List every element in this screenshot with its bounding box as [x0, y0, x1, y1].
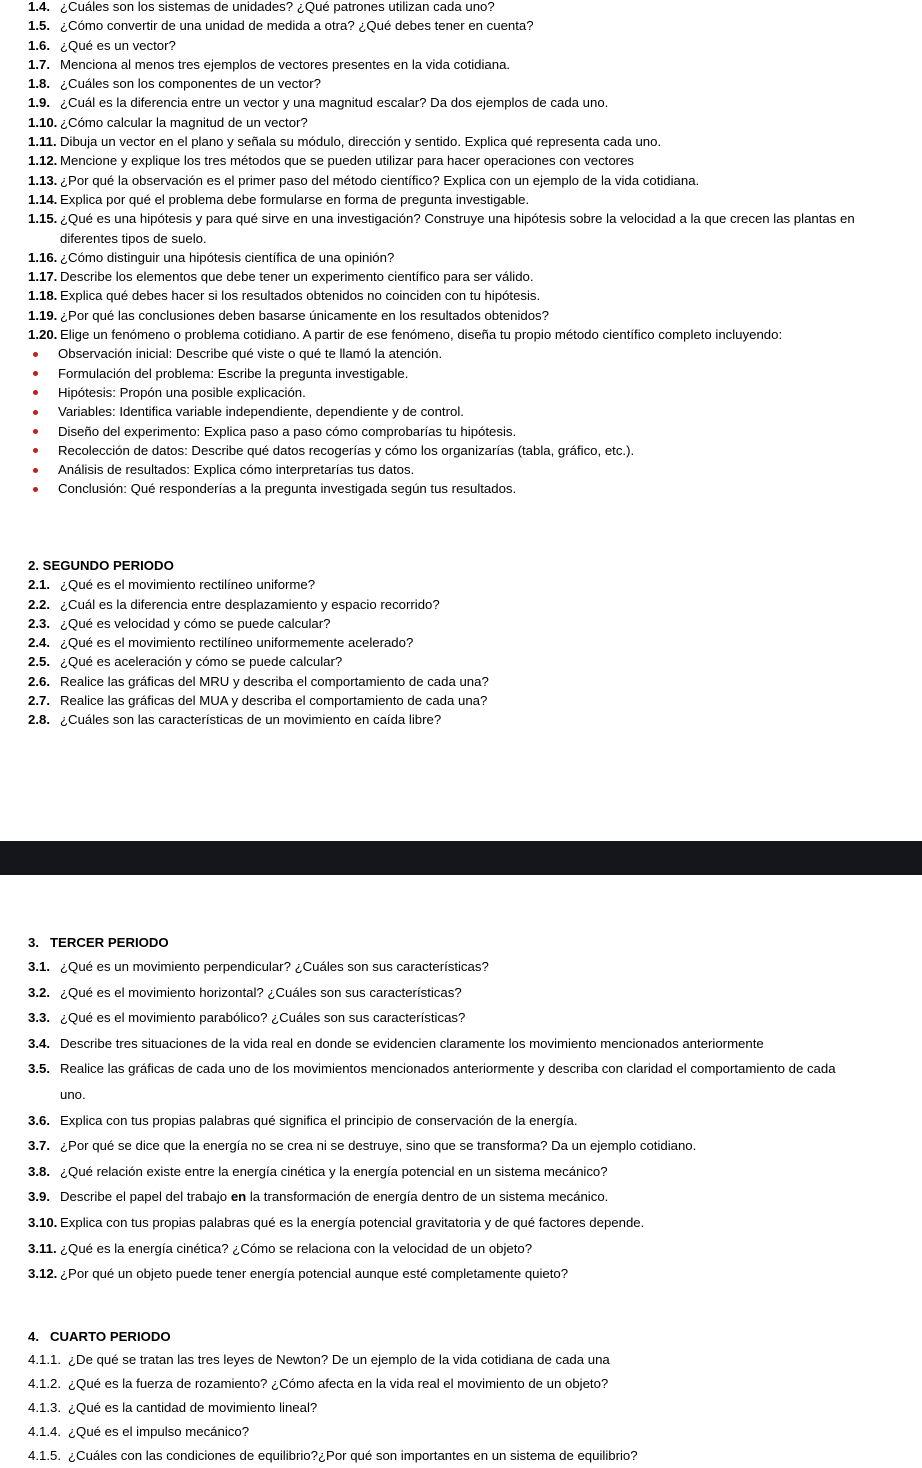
question-row — [0, 286, 922, 305]
question-number: 1.20. — [28, 327, 58, 343]
question-row — [0, 1031, 922, 1057]
question-text: ¿Cuál es la diferencia entre desplazamiento y espacio recorrido? — [60, 596, 440, 612]
question-number: 3.11. — [28, 1240, 57, 1256]
question-text: ¿Qué es un vector? — [60, 37, 176, 53]
second-period-section — [0, 556, 922, 730]
question-row — [0, 74, 922, 93]
first-period-section — [0, 0, 922, 499]
question-number: 3.10. — [28, 1214, 58, 1230]
question-text: Describe los elementos que debe tener un experimento científico para ser válido. — [60, 269, 534, 285]
question-row — [0, 1236, 922, 1262]
question-number: 4.1.2. — [28, 1376, 61, 1391]
bullet-list-item: Análisis de resultados: Explica cómo interpretarías tus datos. — [0, 460, 922, 479]
question-row — [0, 614, 922, 633]
question-number: 1.9. — [28, 95, 50, 111]
question-number: 3.7. — [28, 1138, 50, 1154]
question-text: ¿Qué es la energía cinética? ¿Cómo se relaciona con la velocidad de un objeto? — [60, 1240, 533, 1256]
question-row — [0, 1210, 922, 1236]
question-text: ¿Cómo calcular la magnitud de un vector? — [60, 114, 308, 130]
fourth-period-question-list — [0, 1348, 922, 1468]
question-number: 3.1. — [28, 959, 50, 974]
question-number: 2.3. — [28, 615, 50, 631]
question-row — [0, 36, 922, 55]
question-row — [0, 980, 922, 1006]
question-number: 3.3. — [28, 1010, 50, 1026]
question-number: 1.7. — [28, 56, 50, 72]
question-row — [0, 954, 922, 980]
question-text: ¿Cuáles son los sistemas de unidades? ¿Qué patrones utilizan cada uno? — [60, 0, 495, 14]
bullet-list-item: Diseño del experimento: Explica paso a paso cómo comprobarías tu hipótesis. — [0, 422, 922, 441]
question-text: ¿Qué es la fuerza de rozamiento? ¿Cómo afecta en la vida real el movimiento de un objeto? — [68, 1376, 609, 1391]
question-number: 3.12. — [28, 1266, 58, 1282]
question-row — [0, 0, 922, 16]
question-number: 1.13. — [28, 172, 58, 188]
question-text: Mencione y explique los tres métodos que se pueden utilizar para hacer operaciones con vectores — [60, 153, 634, 169]
question-row — [0, 151, 922, 170]
question-text: ¿Cuáles son los componentes de un vector? — [60, 76, 321, 92]
fourth-period-section — [0, 1326, 922, 1468]
question-text: ¿Qué es la cantidad de movimiento lineal? — [68, 1400, 318, 1415]
question-row — [0, 1444, 922, 1468]
emphasized-word: en — [230, 1189, 247, 1205]
question-row — [0, 1184, 922, 1210]
question-number: 1.12. — [28, 153, 58, 169]
question-row — [0, 652, 922, 671]
question-text: ¿Qué es el movimiento parabólico? ¿Cuáles son sus características? — [60, 1010, 466, 1026]
question-text: Explica por qué el problema debe formularse en forma de pregunta investigable. — [60, 191, 530, 207]
question-row — [0, 1159, 922, 1185]
question-text: ¿Qué es aceleración y cómo se puede calcular? — [60, 654, 343, 670]
question-text: ¿Cuáles con las condiciones de equilibrio?¿Por qué son importantes en un sistema de equilibrio? — [68, 1448, 638, 1463]
question-text: Dibuja un vector en el plano y señala su módulo, dirección y sentido. Explica qué representa cada uno. — [60, 134, 662, 150]
question-text: ¿Cómo distinguir una hipótesis científica de una opinión? — [60, 249, 395, 265]
question-number: 2.7. — [28, 693, 50, 709]
question-row — [0, 55, 922, 74]
second-period-heading: 2. SEGUNDO PERIODO — [28, 558, 174, 573]
question-text: Describe el papel del trabajo en la transformación de energía dentro de un sistema mecánico. — [60, 1189, 609, 1205]
third-period-section — [0, 932, 922, 1287]
question-number: 1.15. — [28, 211, 58, 227]
question-text: Realice las gráficas de cada uno de los movimientos mencionados anteriormente y describa con claridad el comportamiento de cada uno. — [60, 1061, 836, 1102]
question-number: 1.10. — [28, 114, 58, 130]
question-number: 4.1.3. — [28, 1400, 61, 1415]
question-number: 1.8. — [28, 76, 50, 92]
bullet-list-item: Hipótesis: Propón una posible explicación. — [0, 383, 922, 402]
question-number: 4.1.4. — [28, 1424, 61, 1439]
question-text: ¿De qué se tratan las tres leyes de Newton? De un ejemplo de la vida cotidiana de cada una — [68, 1352, 610, 1367]
question-text: Realice las gráficas del MRU y describa el comportamiento de cada una? — [60, 673, 489, 689]
question-row — [0, 1133, 922, 1159]
question-number: 1.5. — [28, 18, 50, 34]
question-row — [0, 306, 922, 325]
question-row — [0, 1396, 922, 1420]
question-number: 2.1. — [28, 577, 50, 593]
question-number: 3.5. — [28, 1061, 50, 1077]
question-row — [0, 575, 922, 594]
question-text: ¿Cuáles son las características de un movimiento en caída libre? — [60, 712, 442, 728]
question-text: ¿Por qué se dice que la energía no se crea ni se destruye, sino que se transforma? Da un ejemplo cotidiano. — [60, 1138, 697, 1154]
question-number: 1.4. — [28, 0, 50, 14]
question-text: ¿Cómo convertir de una unidad de medida a otra? ¿Qué debes tener en cuenta? — [60, 18, 534, 34]
bullet-list-item: Observación inicial: Describe qué viste o qué te llamó la atención. — [0, 344, 922, 363]
bullet-list-item: Recolección de datos: Describe qué datos recogerías y cómo los organizarías (tabla, gráfico, etc.). — [0, 441, 922, 460]
fourth-period-heading: 4. CUARTO PERIODO — [28, 1329, 171, 1344]
question-row — [0, 209, 922, 248]
question-number: 3.4. — [28, 1035, 50, 1051]
second-period-question-list — [0, 575, 922, 729]
question-text: ¿Qué es el movimiento horizontal? ¿Cuáles son sus características? — [60, 984, 462, 1000]
question-row — [0, 1005, 922, 1031]
question-text: ¿Qué es un movimiento perpendicular? ¿Cuáles son sus características? — [60, 959, 489, 974]
question-row — [0, 1261, 922, 1287]
question-number: 4.1.1. — [28, 1352, 61, 1367]
question-number: 1.19. — [28, 307, 58, 323]
question-row — [0, 1108, 922, 1134]
question-row — [0, 595, 922, 614]
question-number: 1.14. — [28, 191, 58, 207]
question-text: Elige un fenómeno o problema cotidiano. A partir de ese fenómeno, diseña tu propio método científico completo incluyendo: — [60, 327, 783, 343]
first-period-bullet-list — [0, 344, 922, 498]
question-number: 3.2. — [28, 984, 50, 1000]
question-row — [0, 93, 922, 112]
third-period-question-list — [0, 954, 922, 1287]
question-text: Explica con tus propias palabras qué significa el principio de conservación de la energía. — [60, 1112, 578, 1128]
bullet-list-item: Conclusión: Qué responderías a la pregunta investigada según tus resultados. — [0, 479, 922, 498]
question-row — [0, 267, 922, 286]
question-number: 3.9. — [28, 1189, 50, 1205]
question-number: 1.6. — [28, 37, 50, 53]
bullet-list-item: Variables: Identifica variable independiente, dependiente y de control. — [0, 402, 922, 421]
question-row — [0, 672, 922, 691]
question-number: 1.18. — [28, 288, 58, 304]
question-text: ¿Por qué un objeto puede tener energía potencial aunque esté completamente quieto? — [60, 1266, 569, 1282]
question-number: 2.8. — [28, 712, 50, 728]
question-number: 2.6. — [28, 673, 50, 689]
question-number: 3.8. — [28, 1163, 50, 1179]
question-text: ¿Cuál es la diferencia entre un vector y una magnitud escalar? Da dos ejemplos de cada uno. — [60, 95, 609, 111]
question-text: ¿Qué es una hipótesis y para qué sirve en una investigación? Construye una hipótesis sobre la velocidad a la que crecen las plantas en diferentes tipos de suelo. — [60, 211, 855, 246]
question-text: Explica con tus propias palabras qué es la energía potencial gravitatoria y de qué factores depende. — [60, 1214, 645, 1230]
question-row — [0, 171, 922, 190]
question-row — [0, 691, 922, 710]
question-text: ¿Qué relación existe entre la energía cinética y la energía potencial en un sistema mecánico? — [60, 1163, 608, 1179]
question-number: 2.2. — [28, 596, 50, 612]
question-row — [0, 16, 922, 35]
bullet-list-item: Formulación del problema: Escribe la pregunta investigable. — [0, 364, 922, 383]
question-number: 2.5. — [28, 654, 50, 670]
question-text: ¿Qué es velocidad y cómo se puede calcular? — [60, 615, 331, 631]
question-number: 3.6. — [28, 1112, 50, 1128]
question-text: ¿Por qué la observación es el primer paso del método científico? Explica con un ejemplo de la vida cotidiana. — [60, 172, 700, 188]
question-number: 2.4. — [28, 635, 50, 651]
question-row — [0, 1372, 922, 1396]
question-text: ¿Qué es el movimiento rectilíneo uniforme? — [60, 577, 316, 593]
question-text: Realice las gráficas del MUA y describa el comportamiento de cada una? — [60, 693, 488, 709]
first-period-question-list — [0, 0, 922, 344]
question-row — [0, 190, 922, 209]
question-text: ¿Por qué las conclusiones deben basarse únicamente en los resultados obtenidos? — [60, 307, 549, 323]
question-number: 4.1.5. — [28, 1448, 61, 1463]
question-row — [0, 325, 922, 344]
question-row — [0, 1056, 922, 1107]
question-text: Describe tres situaciones de la vida real en donde se evidencien claramente los movimiento mencionados anteriormente — [60, 1035, 764, 1051]
question-number: 1.11. — [28, 134, 57, 150]
question-number: 1.16. — [28, 249, 58, 265]
question-row — [0, 113, 922, 132]
question-row — [0, 633, 922, 652]
question-row — [0, 132, 922, 151]
question-text: ¿Qué es el impulso mecánico? — [68, 1424, 250, 1439]
question-number: 1.17. — [28, 269, 58, 285]
question-row — [0, 1420, 922, 1444]
question-row — [0, 1348, 922, 1372]
question-text: Menciona al menos tres ejemplos de vectores presentes en la vida cotidiana. — [60, 56, 511, 72]
third-period-heading: 3. TERCER PERIODO — [28, 935, 169, 950]
question-text: Explica qué debes hacer si los resultados obtenidos no coinciden con tu hipótesis. — [60, 288, 541, 304]
question-text: ¿Qué es el movimiento rectilíneo uniformemente acelerado? — [60, 635, 414, 651]
question-row — [0, 248, 922, 267]
page-break-separator-band — [0, 841, 922, 875]
question-row — [0, 710, 922, 729]
